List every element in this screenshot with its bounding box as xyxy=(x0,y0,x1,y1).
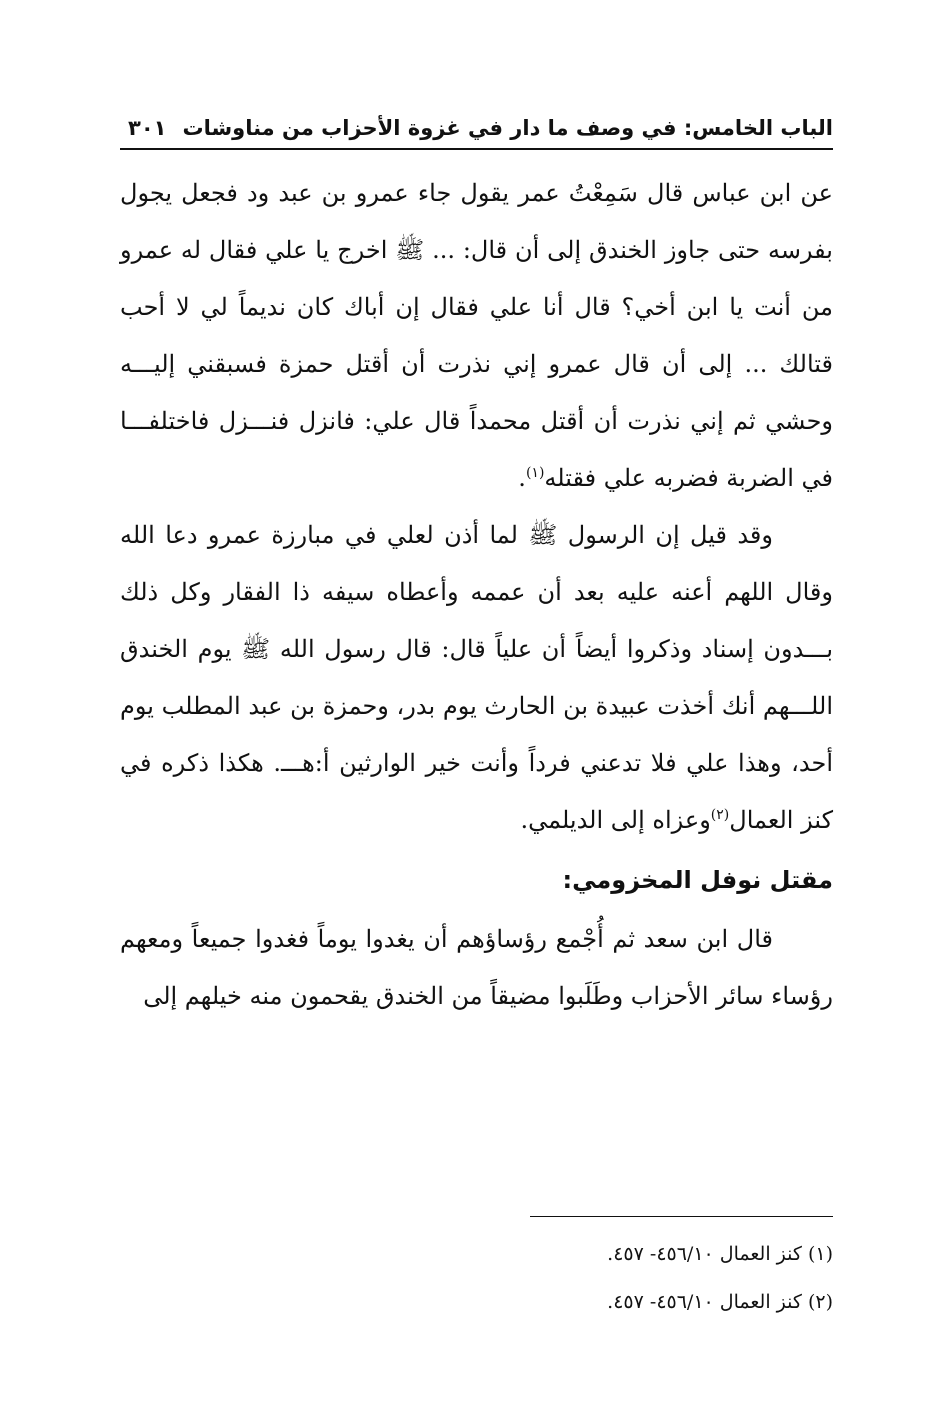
page-number: ٣٠١ xyxy=(128,116,167,140)
paragraph-2 xyxy=(120,507,833,849)
chapter-title: الباب الخامس: في وصف ما دار في غزوة الأحزاب من مناوشات xyxy=(182,116,833,140)
header-divider xyxy=(120,148,833,150)
footnote-ref-1: (١) xyxy=(525,465,545,481)
footnote-1: (١) كنز العمال ٤٥٦/١٠- ٤٥٧. xyxy=(607,1243,833,1265)
footnotes xyxy=(300,1230,833,1326)
section-heading: مقتل نوفل المخزومي: xyxy=(562,866,833,894)
paragraph-2-text: وقد قيل إن الرسول ﷺ لما أذن لعلي في مبارزة عمرو دعا الله وقال اللهم أعنه عليه بعد أن عممه وأعطاه سيفه ذا الفقار وكل ذلك بـــدون إسناد وذكروا أيضاً أن علياً قال: قال رسول الله ﷺ يوم الخندق اللـــهم أنك أخذت عبيدة بن الحارث يوم بدر، وحمزة بن عبد المطلب يوم أحد، وهذا علي فلا تدعني فرداً وأنت خير الوارثين أ:هـــ. هكذا ذكره في كنز العمال xyxy=(120,521,833,834)
paragraph-1 xyxy=(120,165,833,507)
paragraph-1-end: . xyxy=(518,464,526,492)
paragraph-3: قال ابن سعد ثم أُجْمع رؤساؤهم أن يغدوا يوماً فغدوا جميعاً ومعهم رؤساء سائر الأحزاب وطَلَبوا مضيقاً من الخندق يقحمون منه خيلهم إلى xyxy=(120,925,833,1010)
paragraph-2-end: وعزاه إلى الديلمي. xyxy=(520,806,711,834)
running-header xyxy=(120,108,833,148)
paragraph-1-text: عن ابن عباس قال سَمِعْتُ عمر يقول جاء عمرو بن عبد ود فجعل يجول بفرسه حتى جاوز الخندق إلى أن قال: ... ﷺ اخرج يا علي فقال له عمرو من أنت يا ابن أخي؟ قال أنا علي فقال إن أباك كان نديماً لي لا أحب قتالك ... إلى أن قال عمرو إني نذرت أن أقتل حمزة فسبقني إليـــه وحشي ثم إني نذرت أن أقتل محمداً قال علي: فانزل فنـــزل فاختلفـــا في الضربة فضربه علي فقتله xyxy=(120,179,833,492)
footnote-ref-2: (٢) xyxy=(710,807,730,823)
footnote-2: (٢) كنز العمال ٤٥٦/١٠- ٤٥٧. xyxy=(607,1291,833,1313)
footnote-divider xyxy=(530,1216,833,1217)
main-text xyxy=(120,165,833,1025)
